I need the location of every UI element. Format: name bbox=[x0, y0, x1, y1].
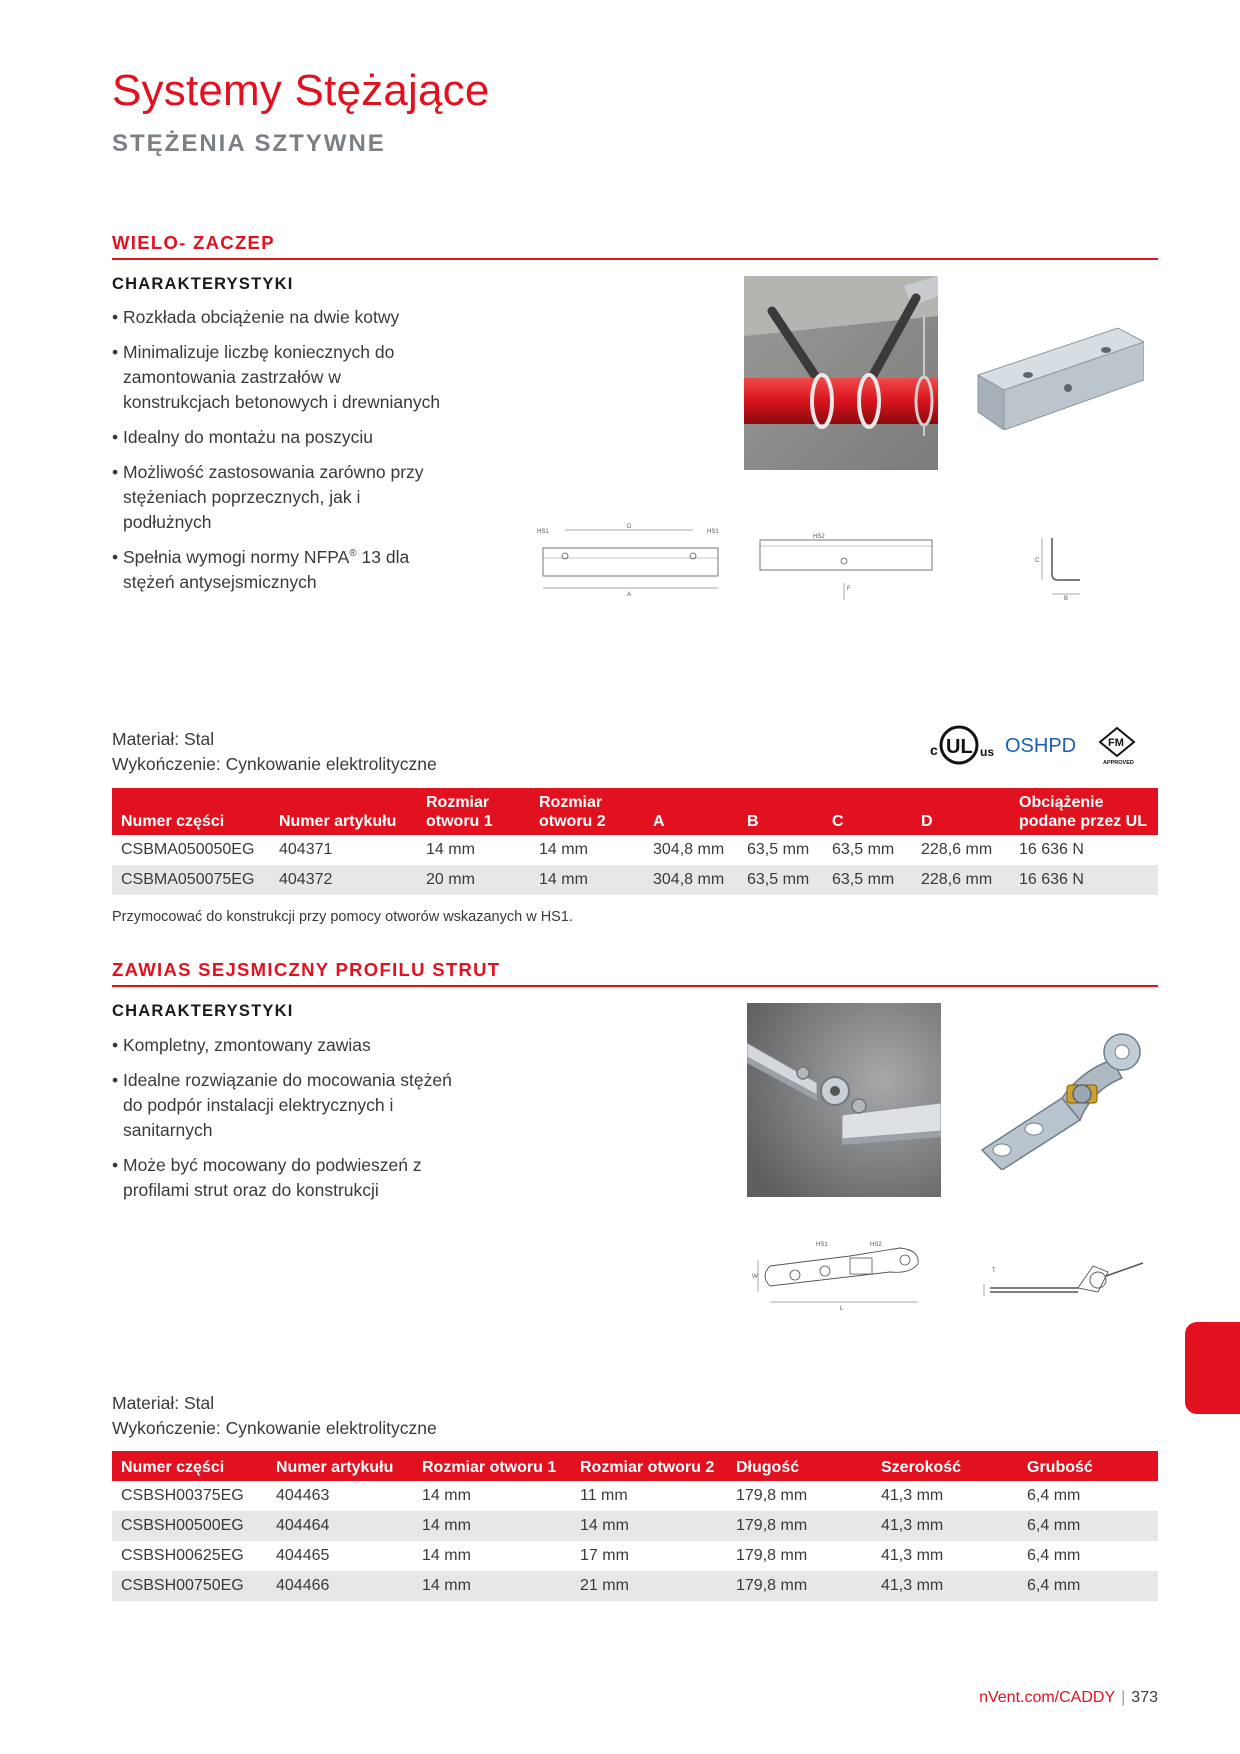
ul-listed-logo bbox=[930, 727, 994, 763]
table-cell: 41,3 mm bbox=[881, 1487, 944, 1504]
material-text: Materiał: Stal bbox=[112, 729, 215, 749]
section-title-zawias: ZAWIAS SEJSMICZNY PROFILU STRUT bbox=[112, 959, 1158, 987]
table-cell: 404465 bbox=[276, 1547, 330, 1564]
column-header: Rozmiar otworu 2 bbox=[530, 788, 644, 835]
finish-text: Wykończenie: Cynkowanie elektrolityczne bbox=[112, 754, 437, 774]
label-b: B bbox=[1064, 596, 1069, 602]
ul-mark: UL bbox=[946, 736, 973, 758]
column-header: Długość bbox=[727, 1451, 872, 1481]
column-header: Numer artykułu bbox=[270, 788, 417, 835]
column-header: B bbox=[738, 788, 823, 835]
label-hs1-right: HS1 bbox=[707, 529, 719, 535]
table-cell: 404466 bbox=[267, 1571, 413, 1601]
page-footer bbox=[979, 1689, 1158, 1707]
table-cell: 14 mm bbox=[413, 1511, 571, 1541]
label-t: T bbox=[992, 1268, 996, 1274]
table-cell: 63,5 mm bbox=[832, 841, 895, 858]
table-cell: 404372 bbox=[270, 865, 417, 895]
table-cell: 404464 bbox=[267, 1511, 413, 1541]
section-title-wielo-zaczep: WIELO- ZACZEP bbox=[112, 232, 1158, 260]
technical-drawing-top bbox=[535, 520, 735, 600]
hinge-drawing-side bbox=[978, 1258, 1148, 1308]
table-row bbox=[112, 1541, 1158, 1571]
table-cell: 21 mm bbox=[571, 1571, 727, 1601]
page-subtitle: STĘŻENIA SZTYWNE bbox=[112, 130, 386, 157]
table-cell: 63,5 mm bbox=[747, 841, 810, 858]
table-cell: 179,8 mm bbox=[727, 1511, 872, 1541]
feature-list bbox=[112, 1033, 452, 1213]
label-hs2: HS2 bbox=[813, 534, 825, 540]
table-cell: 304,8 mm bbox=[644, 865, 738, 895]
column-header: Numer części bbox=[112, 788, 270, 835]
feature-item: • Rozkłada obciążenie na dwie kotwy bbox=[112, 305, 452, 330]
table-cell: 6,4 mm bbox=[1027, 1487, 1081, 1504]
table-cell: 16 636 N bbox=[1010, 865, 1158, 895]
label-hs1: HS1 bbox=[816, 1242, 828, 1248]
table-cell: 14 mm bbox=[426, 841, 475, 858]
page-title: Systemy Stężające bbox=[112, 66, 490, 115]
table-cell: CSBSH00750EG bbox=[112, 1571, 267, 1601]
column-header: Numer artykułu bbox=[267, 1451, 413, 1481]
finish-text: Wykończenie: Cynkowanie elektrolityczne bbox=[112, 1418, 437, 1438]
characteristics-heading: CHARAKTERYSTYKI bbox=[112, 275, 294, 293]
technical-drawing-profile bbox=[1030, 532, 1090, 602]
footer-url[interactable]: nVent.com/CADDY bbox=[979, 1689, 1116, 1706]
column-header: Szerokość bbox=[872, 1451, 1018, 1481]
table-cell: 14 mm bbox=[530, 865, 644, 895]
spec-table-wielo-zaczep bbox=[112, 788, 1158, 895]
table-cell: CSBMA050075EG bbox=[112, 865, 270, 895]
table-cell: 304,8 mm bbox=[653, 841, 725, 858]
feature-item: • Możliwość zastosowania zarówno przy stężeniach poprzecznych, jak i podłużnych bbox=[112, 460, 452, 535]
table-cell: 20 mm bbox=[417, 865, 530, 895]
label-a: A bbox=[627, 592, 632, 598]
fm-approved-logo bbox=[1100, 728, 1134, 766]
table-cell: CSBSH00625EG bbox=[121, 1547, 244, 1564]
feature-text: 13 dla stężeń antysejsmicznych bbox=[123, 547, 410, 592]
certification-logos bbox=[930, 722, 1150, 768]
table-cell: 11 mm bbox=[580, 1487, 628, 1504]
label-hs2: HS2 bbox=[870, 1242, 882, 1248]
spec-table-zawias bbox=[112, 1451, 1158, 1601]
oshpd-logo: OSHPD bbox=[1005, 735, 1077, 757]
table-cell: 41,3 mm bbox=[881, 1547, 944, 1564]
material-info bbox=[112, 1391, 437, 1441]
table-cell: 6,4 mm bbox=[1027, 1547, 1081, 1564]
table-cell: 404463 bbox=[276, 1487, 330, 1504]
fm-approved: APPROVED bbox=[1103, 760, 1134, 766]
table-cell: 6,4 mm bbox=[1018, 1571, 1158, 1601]
table-cell: 14 mm bbox=[413, 1571, 571, 1601]
label-f: F bbox=[847, 586, 851, 592]
technical-drawing-side bbox=[755, 528, 935, 608]
table-cell: 63,5 mm bbox=[823, 865, 912, 895]
column-header: D bbox=[912, 788, 1010, 835]
feature-item: • Idealne rozwiązanie do mocowania stężeń do podpór instalacji elektrycznych i sanitarnych bbox=[112, 1068, 452, 1143]
table-cell: 179,8 mm bbox=[736, 1547, 808, 1564]
table-cell: 41,3 mm bbox=[872, 1571, 1018, 1601]
seismic-hinge-image bbox=[972, 1030, 1150, 1170]
table-cell: 14 mm bbox=[539, 841, 588, 858]
table-cell: CSBMA050050EG bbox=[121, 841, 255, 858]
column-header: Rozmiar otworu 1 bbox=[417, 788, 530, 835]
ul-c: c bbox=[930, 742, 938, 758]
feature-item: • Idealny do montażu na poszyciu bbox=[112, 425, 452, 450]
material-text: Materiał: Stal bbox=[112, 1393, 215, 1413]
installation-photo bbox=[744, 276, 938, 470]
table-cell: 17 mm bbox=[580, 1547, 629, 1564]
table-cell: 14 mm bbox=[422, 1487, 471, 1504]
table-cell: CSBSH00500EG bbox=[112, 1511, 267, 1541]
feature-item: • Minimalizuje liczbę koniecznych do zamontowania zastrzałów w konstrukcjach betonowych i drewnianych bbox=[112, 340, 452, 415]
feature-item bbox=[112, 545, 452, 595]
registered-mark: ® bbox=[349, 548, 357, 560]
feature-item: • Może być mocowany do podwieszeń z profilami strut oraz do konstrukcji bbox=[112, 1153, 452, 1203]
label-d: D bbox=[627, 524, 632, 530]
table-cell: 6,4 mm bbox=[1018, 1511, 1158, 1541]
material-info bbox=[112, 727, 437, 777]
table-cell: 16 636 N bbox=[1019, 841, 1084, 858]
section-tab-marker bbox=[1185, 1322, 1240, 1414]
ul-us: us bbox=[980, 745, 995, 759]
feature-item: • Kompletny, zmontowany zawias bbox=[112, 1033, 452, 1058]
table-row bbox=[112, 1511, 1158, 1541]
table-cell: 14 mm bbox=[571, 1511, 727, 1541]
table-cell: CSBSH00375EG bbox=[121, 1487, 244, 1504]
table-cell: 41,3 mm bbox=[872, 1511, 1018, 1541]
table-row bbox=[112, 1481, 1158, 1511]
table-cell: 179,8 mm bbox=[736, 1487, 808, 1504]
page-number: 373 bbox=[1131, 1689, 1158, 1706]
table-cell: 179,8 mm bbox=[727, 1571, 872, 1601]
table-cell: 404371 bbox=[279, 841, 333, 858]
table-cell: 14 mm bbox=[422, 1547, 471, 1564]
label-w: W bbox=[752, 1274, 758, 1280]
column-header: Obciążenie podane przez UL bbox=[1010, 788, 1158, 835]
column-header: Numer części bbox=[112, 1451, 267, 1481]
mounting-note: Przymocować do konstrukcji przy pomocy otworów wskazanych w HS1. bbox=[112, 909, 573, 925]
label-hs1-left: HS1 bbox=[537, 529, 549, 535]
hinge-installation-photo bbox=[747, 1003, 941, 1197]
table-cell: 228,6 mm bbox=[921, 841, 993, 858]
table-cell: 228,6 mm bbox=[912, 865, 1010, 895]
feature-list bbox=[112, 305, 452, 605]
column-header: A bbox=[644, 788, 738, 835]
hinge-drawing-top bbox=[750, 1238, 930, 1310]
footer-separator: | bbox=[1121, 1689, 1126, 1706]
feature-text: Spełnia wymogi normy NFPA bbox=[123, 547, 350, 567]
column-header: Grubość bbox=[1018, 1451, 1158, 1481]
table-row bbox=[112, 1571, 1158, 1601]
column-header: Rozmiar otworu 2 bbox=[571, 1451, 727, 1481]
table-cell: 63,5 mm bbox=[738, 865, 823, 895]
angle-bracket-image bbox=[968, 320, 1144, 430]
table-row bbox=[112, 865, 1158, 895]
label-l: L bbox=[840, 1306, 844, 1310]
characteristics-heading: CHARAKTERYSTYKI bbox=[112, 1002, 294, 1020]
fm-mark: FM bbox=[1108, 737, 1124, 749]
table-row bbox=[112, 835, 1158, 865]
column-header: C bbox=[823, 788, 912, 835]
column-header: Rozmiar otworu 1 bbox=[413, 1451, 571, 1481]
label-c: C bbox=[1035, 558, 1040, 564]
